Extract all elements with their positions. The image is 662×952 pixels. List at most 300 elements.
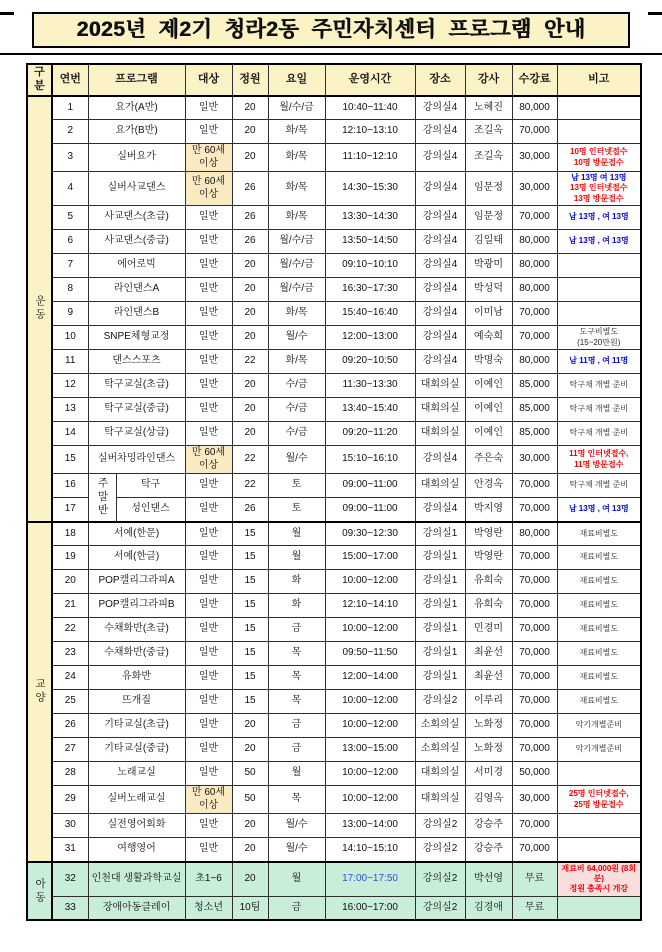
header-col-7: 장소 xyxy=(415,64,465,96)
cell-teacher: 서미경 xyxy=(465,762,512,786)
cell-target: 만 60세 이상 xyxy=(185,786,232,814)
table-row xyxy=(27,172,641,206)
cell-days: 월 xyxy=(268,546,325,570)
cell-program: 노래교실 xyxy=(88,762,185,786)
cell-fee: 70,000 xyxy=(512,838,557,862)
table-row xyxy=(27,738,641,762)
cell-target: 일반 xyxy=(185,254,232,278)
cell-remark xyxy=(557,896,641,920)
cell-fee: 70,000 xyxy=(512,690,557,714)
cell-remark xyxy=(557,172,641,206)
cell-capacity: 26 xyxy=(232,230,268,254)
cell-days: 월/수 xyxy=(268,838,325,862)
cell-teacher: 김일태 xyxy=(465,230,512,254)
cell-target: 만 60세 이상 xyxy=(185,446,232,474)
header-row xyxy=(27,64,641,96)
table-row xyxy=(27,120,641,144)
cell-target: 일반 xyxy=(185,96,232,120)
cell-no: 19 xyxy=(52,546,88,570)
cell-subgroup: 주말반 xyxy=(88,474,116,522)
cell-target: 일반 xyxy=(185,522,232,546)
cell-program: 사교댄스(초급) xyxy=(88,206,185,230)
cell-target: 일반 xyxy=(185,642,232,666)
cell-target: 초1~6 xyxy=(185,862,232,897)
cell-no: 20 xyxy=(52,570,88,594)
cell-room: 강의실4 xyxy=(415,302,465,326)
cell-room: 강의실4 xyxy=(415,350,465,374)
cell-teacher: 조길옥 xyxy=(465,120,512,144)
table-row xyxy=(27,326,641,350)
cell-target: 청소년 xyxy=(185,896,232,920)
cell-target: 일반 xyxy=(185,278,232,302)
cell-remark xyxy=(557,762,641,786)
header-col-9: 수강료 xyxy=(512,64,557,96)
cell-time: 09:00~11:00 xyxy=(325,498,415,522)
page-border-mark-left xyxy=(0,12,14,15)
cell-room: 강의실4 xyxy=(415,254,465,278)
cell-fee: 70,000 xyxy=(512,570,557,594)
table-row xyxy=(27,642,641,666)
cell-days: 월/수/금 xyxy=(268,96,325,120)
title-divider xyxy=(0,53,662,55)
cell-capacity: 20 xyxy=(232,714,268,738)
cell-days: 월/수/금 xyxy=(268,254,325,278)
cell-time: 16:30~17:30 xyxy=(325,278,415,302)
cell-room: 강의실4 xyxy=(415,120,465,144)
cell-remark xyxy=(557,374,641,398)
cell-room: 대회의실 xyxy=(415,786,465,814)
table-row xyxy=(27,786,641,814)
cell-no: 30 xyxy=(52,814,88,838)
cell-teacher: 박영란 xyxy=(465,546,512,570)
cell-no: 7 xyxy=(52,254,88,278)
cell-program: 실버차밍라인댄스 xyxy=(88,446,185,474)
remark-line: 재료비별도 xyxy=(579,552,619,562)
cell-program: 서예(한글) xyxy=(88,546,185,570)
cell-time: 15:10~16:10 xyxy=(325,446,415,474)
cell-capacity: 22 xyxy=(232,474,268,498)
cell-fee: 70,000 xyxy=(512,120,557,144)
cell-target: 일반 xyxy=(185,326,232,350)
remark-line: (15~20만원) xyxy=(577,337,621,347)
cell-fee: 50,000 xyxy=(512,762,557,786)
cell-fee: 70,000 xyxy=(512,302,557,326)
remark-line: 남 11명 , 여 11명 xyxy=(569,356,629,366)
remark-line: 재료비별도 xyxy=(579,624,619,634)
cell-days: 목 xyxy=(268,786,325,814)
cell-remark xyxy=(557,690,641,714)
cell-remark xyxy=(557,642,641,666)
cell-target: 일반 xyxy=(185,398,232,422)
cell-teacher: 이예인 xyxy=(465,398,512,422)
cell-remark xyxy=(557,546,641,570)
cell-capacity: 15 xyxy=(232,642,268,666)
cell-time: 15:40~16:40 xyxy=(325,302,415,326)
remark-line: 재료비별도 xyxy=(579,672,619,682)
cell-capacity: 10팀 xyxy=(232,896,268,920)
remark-line: 탁구채 개별 준비 xyxy=(569,404,629,414)
cell-time: 13:00~14:00 xyxy=(325,814,415,838)
cell-teacher: 조길옥 xyxy=(465,144,512,172)
header-col-10: 비고 xyxy=(557,64,641,96)
table-row xyxy=(27,374,641,398)
cell-time: 17:00~17:50 xyxy=(325,862,415,897)
cell-days: 화/목 xyxy=(268,206,325,230)
table-row xyxy=(27,230,641,254)
cell-teacher: 박명숙 xyxy=(465,350,512,374)
cell-no: 28 xyxy=(52,762,88,786)
cell-capacity: 15 xyxy=(232,594,268,618)
cell-time: 09:50~11:50 xyxy=(325,642,415,666)
cell-no: 16 xyxy=(52,474,88,498)
cell-target: 일반 xyxy=(185,206,232,230)
table-row xyxy=(27,254,641,278)
cell-room: 강의실1 xyxy=(415,666,465,690)
cell-time: 10:00~12:00 xyxy=(325,786,415,814)
cell-remark xyxy=(557,278,641,302)
cell-target: 일반 xyxy=(185,570,232,594)
cell-teacher: 임문정 xyxy=(465,206,512,230)
cell-fee: 무료 xyxy=(512,862,557,897)
cell-no: 33 xyxy=(52,896,88,920)
table-row xyxy=(27,422,641,446)
remark-line: 재료비별도 xyxy=(579,648,619,658)
cell-remark xyxy=(557,422,641,446)
cell-teacher: 이미남 xyxy=(465,302,512,326)
cell-remark xyxy=(557,254,641,278)
cell-capacity: 20 xyxy=(232,422,268,446)
cell-program: 여행영어 xyxy=(88,838,185,862)
cell-fee: 80,000 xyxy=(512,350,557,374)
cell-capacity: 50 xyxy=(232,786,268,814)
cell-fee: 85,000 xyxy=(512,398,557,422)
cell-no: 31 xyxy=(52,838,88,862)
cell-remark xyxy=(557,862,641,897)
cell-room: 강의실4 xyxy=(415,326,465,350)
remark-line: 남 13명 여 13명 xyxy=(571,173,627,182)
cell-program: 실버노래교실 xyxy=(88,786,185,814)
cell-time: 10:00~12:00 xyxy=(325,690,415,714)
cell-capacity: 20 xyxy=(232,838,268,862)
cell-capacity: 15 xyxy=(232,618,268,642)
cell-teacher: 노혜진 xyxy=(465,96,512,120)
cell-time: 09:20~11:20 xyxy=(325,422,415,446)
cell-teacher: 박지영 xyxy=(465,498,512,522)
page-border-mark-right xyxy=(648,12,662,15)
cell-days: 월/수/금 xyxy=(268,278,325,302)
table-row xyxy=(27,398,641,422)
table-row xyxy=(27,350,641,374)
cell-capacity: 20 xyxy=(232,374,268,398)
cell-teacher: 민경미 xyxy=(465,618,512,642)
cell-target: 일반 xyxy=(185,374,232,398)
cell-program: POP캘리그라피B xyxy=(88,594,185,618)
cell-program: 실버요가 xyxy=(88,144,185,172)
cell-fee: 70,000 xyxy=(512,714,557,738)
cell-target: 일반 xyxy=(185,714,232,738)
remark-line: 남 13명 , 여 13명 xyxy=(568,212,629,222)
table-row xyxy=(27,96,641,120)
cell-no: 23 xyxy=(52,642,88,666)
cell-teacher: 이예인 xyxy=(465,422,512,446)
cell-remark xyxy=(557,350,641,374)
cell-teacher: 박영란 xyxy=(465,522,512,546)
cell-room: 소회의실 xyxy=(415,714,465,738)
table-row xyxy=(27,144,641,172)
cell-target: 일반 xyxy=(185,350,232,374)
cell-target: 일반 xyxy=(185,690,232,714)
cell-teacher: 유희숙 xyxy=(465,594,512,618)
cell-capacity: 50 xyxy=(232,762,268,786)
cell-capacity: 20 xyxy=(232,862,268,897)
remark-line: 11명 인터넷접수, xyxy=(569,449,629,459)
cell-target: 만 60세 이상 xyxy=(185,172,232,206)
cell-fee: 85,000 xyxy=(512,422,557,446)
cell-program: 실전영어회화 xyxy=(88,814,185,838)
table-row xyxy=(27,814,641,838)
cell-no: 25 xyxy=(52,690,88,714)
cell-no: 32 xyxy=(52,862,88,897)
cell-program: SNPE체형교정 xyxy=(88,326,185,350)
cell-capacity: 20 xyxy=(232,398,268,422)
cell-remark xyxy=(557,144,641,172)
cell-days: 월/수/금 xyxy=(268,230,325,254)
cell-target: 일반 xyxy=(185,762,232,786)
cell-days: 금 xyxy=(268,618,325,642)
cell-room: 강의실4 xyxy=(415,96,465,120)
cell-capacity: 15 xyxy=(232,570,268,594)
cell-remark xyxy=(557,206,641,230)
cell-time: 09:30~12:30 xyxy=(325,522,415,546)
table-row xyxy=(27,278,641,302)
cell-days: 화/목 xyxy=(268,120,325,144)
cell-target: 일반 xyxy=(185,230,232,254)
cell-time: 12:10~13:10 xyxy=(325,120,415,144)
cell-remark xyxy=(557,786,641,814)
cell-program: 기타교실(초급) xyxy=(88,714,185,738)
cell-target: 일반 xyxy=(185,838,232,862)
remark-line: 25명 인터넷접수, xyxy=(568,789,629,799)
cell-remark xyxy=(557,714,641,738)
cell-time: 13:50~14:50 xyxy=(325,230,415,254)
remark-line: 재료비별도 xyxy=(579,576,619,586)
cell-room: 강의실4 xyxy=(415,144,465,172)
cell-no: 24 xyxy=(52,666,88,690)
cell-program: 서예(한문) xyxy=(88,522,185,546)
remark-line: 정원 충족시 개강 xyxy=(569,884,629,894)
remark-line: 악기개별준비 xyxy=(575,720,622,730)
cell-days: 목 xyxy=(268,666,325,690)
cell-remark xyxy=(557,96,641,120)
header-col-6: 운영시간 xyxy=(325,64,415,96)
cell-room: 소회의실 xyxy=(415,738,465,762)
cell-capacity: 20 xyxy=(232,120,268,144)
table-row xyxy=(27,666,641,690)
cell-remark xyxy=(557,618,641,642)
cell-no: 21 xyxy=(52,594,88,618)
cell-room: 강의실1 xyxy=(415,546,465,570)
cell-time: 11:30~13:30 xyxy=(325,374,415,398)
table-row xyxy=(27,594,641,618)
remark-line: 재료비별도 xyxy=(579,696,619,706)
cell-target: 일반 xyxy=(185,422,232,446)
table-row xyxy=(27,302,641,326)
cell-remark xyxy=(557,326,641,350)
cell-teacher: 임문정 xyxy=(465,172,512,206)
cell-teacher: 이루리 xyxy=(465,690,512,714)
cell-program: 수채화반(초급) xyxy=(88,618,185,642)
cell-time: 10:00~12:00 xyxy=(325,762,415,786)
cell-fee: 70,000 xyxy=(512,642,557,666)
cell-room: 강의실1 xyxy=(415,642,465,666)
cell-remark xyxy=(557,302,641,326)
cell-room: 강의실2 xyxy=(415,814,465,838)
cell-target: 일반 xyxy=(185,594,232,618)
cell-no: 8 xyxy=(52,278,88,302)
cell-time: 12:00~13:00 xyxy=(325,326,415,350)
cell-time: 12:00~14:00 xyxy=(325,666,415,690)
cell-fee: 70,000 xyxy=(512,618,557,642)
program-table xyxy=(26,63,642,921)
remark-line: 남 13명 , 여 13명 xyxy=(568,236,629,246)
cell-fee: 85,000 xyxy=(512,374,557,398)
cell-target: 일반 xyxy=(185,814,232,838)
cell-days: 월 xyxy=(268,762,325,786)
cell-program: 성인댄스 xyxy=(116,498,185,522)
header-col-5: 요일 xyxy=(268,64,325,96)
cell-program: 라인댄스A xyxy=(88,278,185,302)
cell-room: 강의실2 xyxy=(415,838,465,862)
cell-capacity: 22 xyxy=(232,446,268,474)
cell-time: 13:30~14:30 xyxy=(325,206,415,230)
cell-remark xyxy=(557,594,641,618)
cell-time: 13:00~15:00 xyxy=(325,738,415,762)
header-col-8: 강사 xyxy=(465,64,512,96)
cell-room: 강의실4 xyxy=(415,172,465,206)
table-row xyxy=(27,522,641,546)
cell-no: 5 xyxy=(52,206,88,230)
cell-program: 요가(A반) xyxy=(88,96,185,120)
header-col-2: 프로그램 xyxy=(88,64,185,96)
cell-remark xyxy=(557,230,641,254)
cell-teacher: 유희숙 xyxy=(465,570,512,594)
table-row xyxy=(27,896,641,920)
cell-capacity: 20 xyxy=(232,278,268,302)
cell-days: 금 xyxy=(268,738,325,762)
cell-teacher: 노화정 xyxy=(465,714,512,738)
cell-target: 일반 xyxy=(185,498,232,522)
cell-room: 강의실4 xyxy=(415,206,465,230)
cell-target: 일반 xyxy=(185,474,232,498)
cell-room: 강의실2 xyxy=(415,862,465,897)
cell-program: POP캘리그라피A xyxy=(88,570,185,594)
cell-capacity: 20 xyxy=(232,254,268,278)
cell-no: 27 xyxy=(52,738,88,762)
table-row xyxy=(27,838,641,862)
cell-fee: 30,000 xyxy=(512,446,557,474)
cell-no: 6 xyxy=(52,230,88,254)
cell-days: 월 xyxy=(268,862,325,897)
cell-program: 기타교실(중급) xyxy=(88,738,185,762)
cell-remark xyxy=(557,738,641,762)
cell-time: 09:20~10:50 xyxy=(325,350,415,374)
cell-capacity: 15 xyxy=(232,546,268,570)
cell-days: 화/목 xyxy=(268,350,325,374)
cell-days: 화/목 xyxy=(268,302,325,326)
cell-time: 11:10~12:10 xyxy=(325,144,415,172)
cell-fee: 70,000 xyxy=(512,814,557,838)
cell-room: 강의실1 xyxy=(415,522,465,546)
cell-program: 실버사교댄스 xyxy=(88,172,185,206)
cell-days: 수/금 xyxy=(268,422,325,446)
cell-no: 12 xyxy=(52,374,88,398)
cell-capacity: 15 xyxy=(232,690,268,714)
cell-time: 10:00~12:00 xyxy=(325,714,415,738)
remark-line: 탁구채 개별 준비 xyxy=(569,380,629,390)
cell-days: 수/금 xyxy=(268,398,325,422)
cell-time: 10:00~12:00 xyxy=(325,570,415,594)
cell-no: 10 xyxy=(52,326,88,350)
cell-program: 댄스스포츠 xyxy=(88,350,185,374)
cell-fee: 30,000 xyxy=(512,786,557,814)
cell-fee: 무료 xyxy=(512,896,557,920)
cell-remark xyxy=(557,120,641,144)
table-row xyxy=(27,546,641,570)
cell-room: 대회의실 xyxy=(415,374,465,398)
cell-remark xyxy=(557,570,641,594)
section-label-children: 아동 xyxy=(27,862,52,921)
page xyxy=(0,12,662,952)
cell-no: 2 xyxy=(52,120,88,144)
cell-teacher: 주은숙 xyxy=(465,446,512,474)
cell-program: 탁구교실(상급) xyxy=(88,422,185,446)
table-row xyxy=(27,206,641,230)
cell-room: 강의실2 xyxy=(415,896,465,920)
cell-remark xyxy=(557,398,641,422)
cell-capacity: 20 xyxy=(232,738,268,762)
cell-teacher: 강승주 xyxy=(465,814,512,838)
cell-no: 29 xyxy=(52,786,88,814)
cell-target: 일반 xyxy=(185,666,232,690)
cell-room: 대회의실 xyxy=(415,762,465,786)
cell-capacity: 20 xyxy=(232,302,268,326)
cell-program: 유화반 xyxy=(88,666,185,690)
cell-target: 일반 xyxy=(185,302,232,326)
cell-room: 강의실4 xyxy=(415,446,465,474)
cell-program: 라인댄스B xyxy=(88,302,185,326)
cell-program: 탁구교실(중급) xyxy=(88,398,185,422)
cell-days: 수/금 xyxy=(268,374,325,398)
cell-teacher: 최윤선 xyxy=(465,666,512,690)
cell-target: 일반 xyxy=(185,738,232,762)
cell-time: 14:30~15:30 xyxy=(325,172,415,206)
table-row xyxy=(27,862,641,897)
cell-days: 월/수 xyxy=(268,326,325,350)
cell-fee: 80,000 xyxy=(512,522,557,546)
cell-days: 월/수 xyxy=(268,446,325,474)
header-col-1: 연번 xyxy=(52,64,88,96)
cell-remark xyxy=(557,446,641,474)
remark-line: 25명 방문접수 xyxy=(573,799,624,809)
cell-fee: 70,000 xyxy=(512,326,557,350)
cell-fee: 30,000 xyxy=(512,172,557,206)
cell-program: 에어로빅 xyxy=(88,254,185,278)
cell-capacity: 15 xyxy=(232,666,268,690)
cell-program: 뜨개질 xyxy=(88,690,185,714)
cell-target: 일반 xyxy=(185,120,232,144)
cell-remark xyxy=(557,814,641,838)
cell-program: 요가(B반) xyxy=(88,120,185,144)
